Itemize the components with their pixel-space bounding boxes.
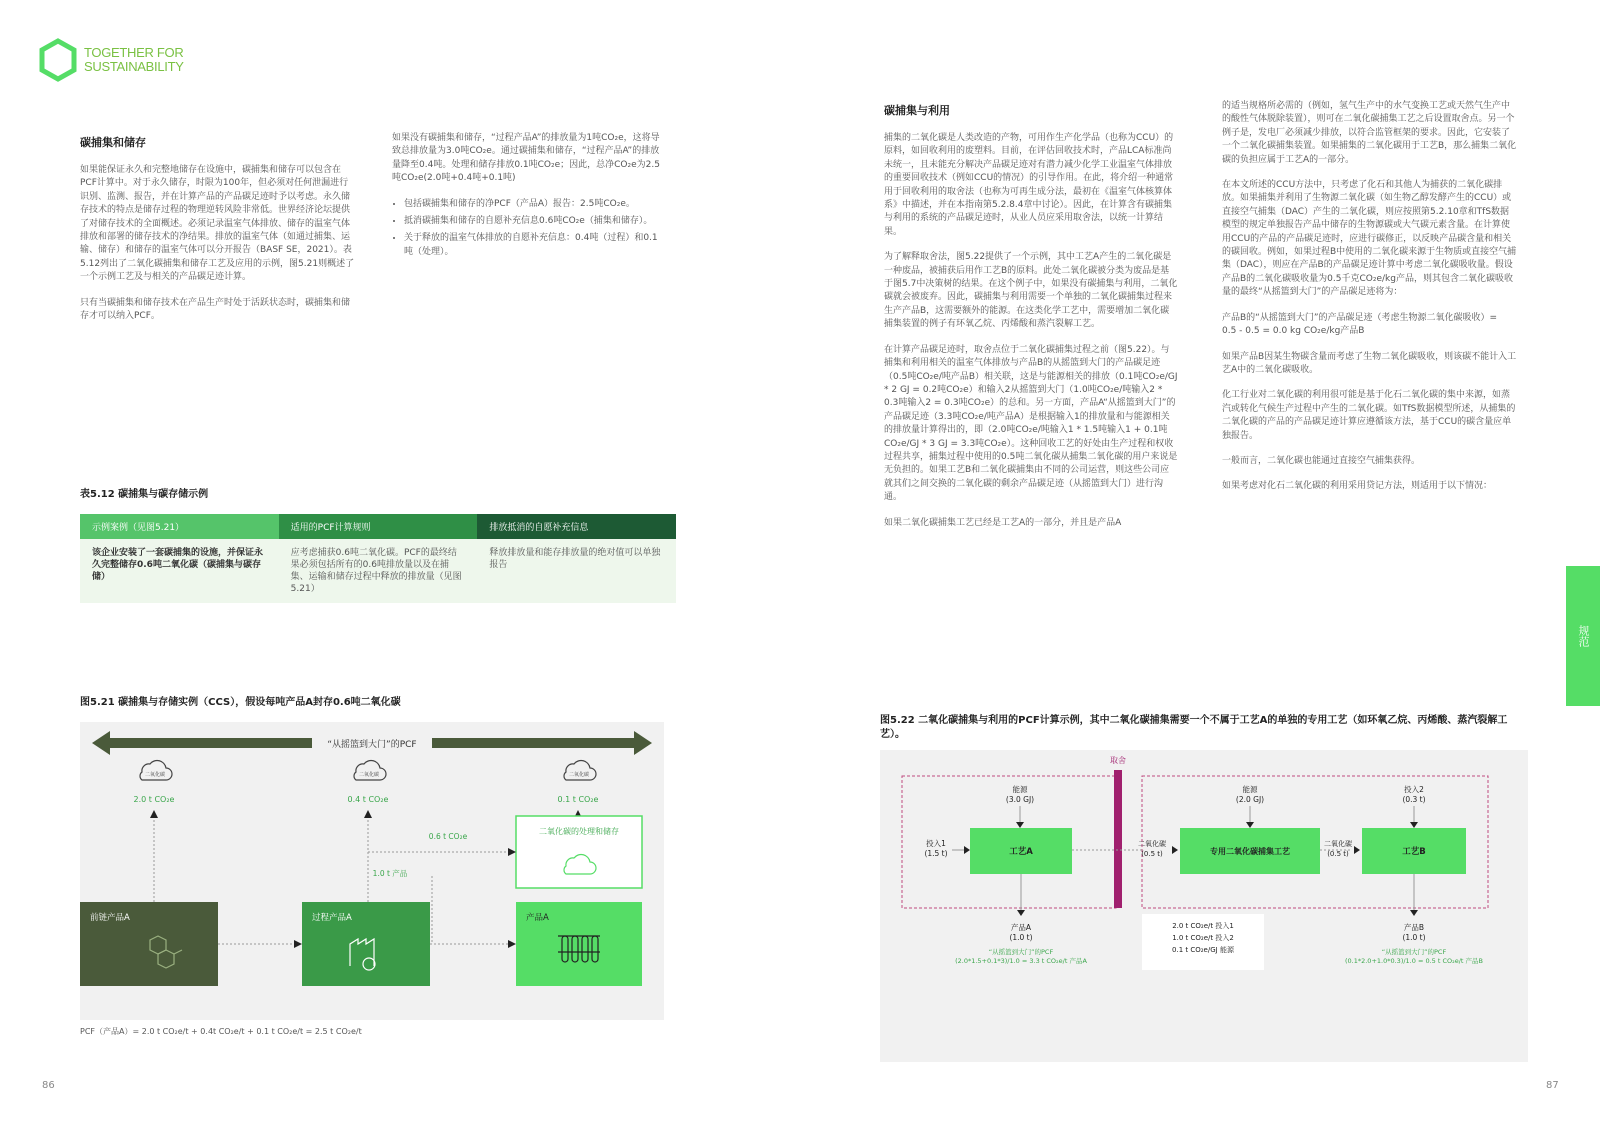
- pcf-b-formula: (0.1*2.0+1.0*0.3)/1.0 = 0.5 t CO₂e/t 产品B: [1344, 957, 1484, 965]
- emission-factor: 2.0 t CO₂e/t 投入1: [1172, 922, 1234, 930]
- page-number-left: 86: [42, 1080, 55, 1091]
- energy-label: 能源: [1242, 785, 1258, 794]
- pcf-arrow-label: “从摇篮到大门”的PCF: [327, 740, 417, 750]
- cloud-label: 二氧化碳: [568, 772, 590, 778]
- paragraph: 只有当碳捕集和储存技术在产品生产时处于活跃状态时，碳捕集和储存才可以纳入PCF。: [80, 297, 351, 322]
- paragraph: 如果没有碳捕集和储存，“过程产品A”的排放量为1吨CO₂e，这将导致总排放量为3.0吨CO₂e。通过碳捕集和储存，“过程产品A”的排放量降至0.4吨。处理和储存排放0.1吨CO₂e；因此，总净CO₂e为2.5吨CO₂e(2.0吨+0.4吨+0.1吨): [392, 133, 660, 184]
- co2-value: (0.5 t): [1141, 850, 1163, 858]
- box-label: 产品A: [526, 913, 549, 923]
- cloud-label: 二氧化碳: [144, 772, 166, 778]
- emission-label: 0.4 t CO₂e: [347, 795, 389, 804]
- emission-label: 2.0 t CO₂e: [133, 795, 175, 804]
- input1-value: (1.5 t): [924, 849, 948, 858]
- co2-label: 二氧化碳: [1324, 840, 1352, 848]
- storage-box-label: 二氧化碳的处理和储存: [539, 827, 619, 836]
- paragraph: 如果产品B因某生物碳含量而考虑了生物二氧化碳吸收，则该碳不能计入工艺A中的二氧化碳吸收。: [1222, 351, 1517, 375]
- paragraph: 如果能保证永久和完整地储存在设施中，碳捕集和储存可以包含在PCF计算中。对于永久储存，时限为100年，但必须对任何泄漏进行识别、监测、报告，并在计算产品的产品碳足迹时予以考虑。永久储存技术的特点是储存过程的物理逆转风险非常低。世界经济论坛提供了对储存技术的全面概述。必须记录温室气体排放、储存的温室气体排放和部署的储存技术的净结果。排放的温室气体（如通过捕集、运输、储存）和储存的温室气体可以分开报告（BASF SE，2021）。表5.12列出了二氧化碳捕集和储存工艺及应用的示例，图5.21则概述了一个示例工艺及与相关的产品碳足迹计算。: [80, 165, 355, 283]
- energy-value: (2.0 GJ): [1235, 795, 1265, 804]
- cutoff-bar: [1114, 770, 1122, 908]
- energy-label: 能源: [1012, 785, 1028, 794]
- table-header: 示例案例（见图5.21）: [80, 514, 279, 539]
- fig22-caption: 图5.22 二氧化碳捕集与利用的PCF计算示例，其中二氧化碳捕集需要一个不属于工艺A的单独的专用工艺（如环氧乙烷、丙烯酸、蒸汽裂解工艺）。: [880, 715, 1508, 740]
- product-b-value: (1.0 t): [1402, 933, 1426, 942]
- product-a-label: 产品A: [1010, 923, 1032, 932]
- paragraph: 的适当规格所必需的（例如，氢气生产中的水气变换工艺或天然气生产中的酸性气体脱除装置），则可在二氧化碳捕集工艺之后设置取舍点。另一个例子是，发电厂必须减少排放，以符合监管框架的要求。因此，它安装了一个二氧化碳捕集装置。如果捕集的二氧化碳用于工艺B，那么捕集二氧化碳的负担应属于工艺A的一部分。: [1222, 101, 1517, 165]
- process-a-label: 工艺A: [1009, 847, 1033, 857]
- product-b-label: 产品B: [1403, 923, 1425, 932]
- input2-value: (0.3 t): [1402, 795, 1426, 804]
- list-item: • 抵消碳捕集和储存的自愿补充信息0.6吨CO₂e（捕集和储存）。: [404, 215, 664, 228]
- paragraph: 在计算产品碳足迹时，取舍点位于二氧化碳捕集过程之前（图5.22）。与捕集和利用相关的温室气体排放与产品B的从摇篮到大门的产品碳足迹（0.5吨CO₂e/吨产品B）相关联，这是与能源相关的排放（0.1吨CO₂e/GJ * 2 GJ = 0.2吨CO₂e）和输入2从摇篮到大门（1.0吨CO₂e/吨输入2 * 0.3吨输入2 = 0.3吨CO₂e）的总和。另一方面，产品A“从摇篮到大门”的产品碳足迹（3.3吨CO₂e/吨产品A）是根据输入1的排放量和与能源相关的排放量计算得出的，即（2.0吨CO₂e/吨输入1 * 1.5吨输入1 + 0.1吨CO₂e/GJ * 3 GJ = 3.3吨CO₂e）。这种回收工艺的好处由生产过程和权收过程共享，捕集过程中使用的0.5吨二氧化碳从捕集二氧化碳的用户来说是无负担的。如果工艺B和二氧化碳捕集由不同的公司运营，则这些公司应就其们之间交换的二氧化碳的剩余产品碳足迹（从摇篮到大门）进行沟通。: [884, 344, 1178, 503]
- cutoff-label: 取舍: [1110, 756, 1126, 765]
- capture-process-label: 专用二氧化碳捕集工艺: [1210, 847, 1290, 856]
- product-flow-label: 1.0 t 产品: [372, 869, 408, 878]
- table-title: 表5.12 碳捕集与碳存储示例: [80, 489, 209, 500]
- table-cell: 应考虑捕获0.6吨二氧化碳。PCF的最终结果必须包括所有的0.6吨排放量以及在捕集、运输和储存过程中释放的排放量（见图5.21）: [279, 539, 478, 603]
- paragraph: 产品B的“从摇篮到大门”的产品碳足迹（考虑生物源二氧化碳吸收）=: [1222, 312, 1498, 323]
- paragraph: 一般而言，二氧化碳也能通过直接空气捕集获得。: [1222, 455, 1421, 466]
- right-col2: [1222, 100, 1518, 506]
- page-number-right: 87: [1546, 1080, 1559, 1091]
- captured-label: 0.6 t CO₂e: [428, 832, 468, 841]
- left-heading: 碳捕集和储存: [80, 136, 146, 149]
- cloud-label: 二氧化碳: [358, 772, 380, 778]
- emission-factor: 1.0 t CO₂e/t 投入2: [1172, 934, 1234, 942]
- paragraph: 为了解释取舍法，图5.22提供了一个示例，其中工艺A产生的二氧化碳是一种废品，被捕获后用作工艺B的原料。此处二氧化碳被分类为废品是基于图5.7中决策树的结果。在这个例子中，如果没有碳捕集与利用，二氧化碳就会被废弃。因此，碳捕集与利用需要一个单独的二氧化碳捕集过程来生产产品B，这需要额外的能源。在这类化学工艺中，需要增加二氧化碳捕集装置的例子有环氧乙烷、丙烯酸和蒸汽裂解工艺。: [884, 252, 1178, 330]
- section-side-tab[interactable]: [1566, 566, 1600, 706]
- paragraph: 捕集的二氧化碳是人类改造的产物，可用作生产化学品（也称为CCU）的原料，如回收利用的废塑料。目前，在评估回收技术时，产品LCA标准尚未统一，且未能充分解决产品碳足迹对有潜力减少化学工业温室气体排放的重要回收技术（例如CCU的情况）的引导作用。在此，将介绍一种通常用于回收利用的取舍法（也称为可再生成分法，最初在《温室气体核算体系》中描述，并在本指南第5.2.8.4章中讨论）。因此，在计算含有碳捕集与利用的系统的产品碳足迹时，从业人员应采用取舍法，以统一计算结果。: [884, 133, 1174, 237]
- example-table: [80, 514, 676, 603]
- table-cell: 释放排放量和能存排放量的绝对值可以单独报告: [477, 539, 676, 603]
- product-a-value: (1.0 t): [1009, 933, 1033, 942]
- left-col2: [392, 132, 664, 263]
- paragraph: 0.5 - 0.5 = 0.0 kg CO₂e/kg产品B: [1222, 326, 1365, 337]
- fig21-formula: PCF（产品A）= 2.0 t CO₂e/t + 0.4t CO₂e/t + 0.1 t CO₂e/t = 2.5 t CO₂e/t: [80, 1027, 362, 1036]
- table-header: 排放抵消的自愿补充信息: [477, 514, 676, 539]
- table-row: [80, 539, 676, 603]
- logo: [38, 38, 184, 82]
- table-cell: 该企业安装了一套碳捕集的设施，并保证永久完整储存0.6吨二氧化碳（碳捕集与碳存储）: [80, 539, 279, 603]
- co2-value: (0.5 t): [1327, 850, 1349, 858]
- bullet-list: [392, 198, 664, 260]
- logo-line1: TOGETHER FOR: [84, 45, 184, 60]
- paragraph: 化工行业对二氧化碳的利用很可能是基于化石二氧化碳的集中来源，如蒸汽或转化气候生产过程中产生的二氧化碳。如TfS数据模型所述，从捕集的二氧化碳的产品的产品碳足迹计算应遵循该方法，基于CCU的碳含量应单独报告。: [1222, 390, 1516, 441]
- pcf-a-formula: (2.0*1.5+0.1*3)/1.0 = 3.3 t CO₂e/t 产品A: [955, 957, 1087, 965]
- logo-line2: SUSTAINABILITY: [84, 59, 184, 74]
- side-tab-label: 规范: [1577, 625, 1590, 647]
- pcf-a-title: “从摇篮到大门”的PCF: [988, 948, 1054, 956]
- energy-value: (3.0 GJ): [1005, 795, 1035, 804]
- emission-label: 0.1 t CO₂e: [557, 795, 599, 804]
- right-heading: 碳捕集与利用: [884, 104, 950, 117]
- paragraph: 如果二氧化碳捕集工艺已经是工艺A的一部分，并且是产品A: [884, 517, 1122, 528]
- process-b-label: 工艺B: [1402, 847, 1426, 857]
- fig21-diagram: [80, 722, 664, 1020]
- list-item: • 包括碳捕集和储存的净PCF（产品A）报告：2.5吨CO₂e。: [404, 198, 664, 211]
- input2-label: 投入2: [1404, 785, 1424, 794]
- right-col1: [884, 132, 1178, 542]
- list-item: • 关于释放的温室气体排放的自愿补充信息：0.4吨（过程）和0.1吨（处理）。: [404, 232, 664, 259]
- emission-factor: 0.1 t CO₂e/GJ 能源: [1172, 946, 1234, 954]
- paragraph: 在本文所述的CCU方法中，只考虑了化石和其他人为捕获的二氧化碳排放。如果捕集并利用了生物源二氧化碳（如生物乙醇发酵产生的CCU）或直接空气捕集（DAC）产生的二氧化碳，则应按照第5.2.10章和TfS数据模型的规定单独报告产品中储存的生物源碳或大气碳元素含量。在计算使用CCU的产品的产品碳足迹时，应进行碳修正，以反映产品碳含量和相关的碳回收。例如，如果过程B中使用的二氧化碳来源于生物质或直接空气捕集（DAC），则应在产品B的产品碳足迹计算中考虑二氧化碳吸收量。假设产品B的二氧化碳吸收量为0.5千克CO₂e/kg产品，则其包含二氧化碳吸收量的最终“从摇篮到大门”的产品碳足迹将为：: [1222, 180, 1517, 298]
- paragraph: 如果考虑对化石二氧化碳的利用采用贷记方法，则适用于以下情况：: [1222, 481, 1493, 492]
- table-header: 适用的PCF计算规则: [279, 514, 478, 539]
- fig22-diagram: [880, 750, 1528, 1062]
- co2-label: 二氧化碳: [1138, 840, 1166, 848]
- input1-label: 投入1: [926, 839, 946, 848]
- fig21-caption: 图5.21 碳捕集与存储实例（CCS），假设每吨产品A封存0.6吨二氧化碳: [80, 697, 401, 708]
- box-label: 过程产品A: [312, 913, 352, 923]
- hexagon-logo-icon: [38, 38, 78, 82]
- box-label: 前链产品A: [90, 913, 130, 923]
- pcf-b-title: “从摇篮到大门”的PCF: [1381, 948, 1447, 956]
- left-col1: [80, 164, 355, 335]
